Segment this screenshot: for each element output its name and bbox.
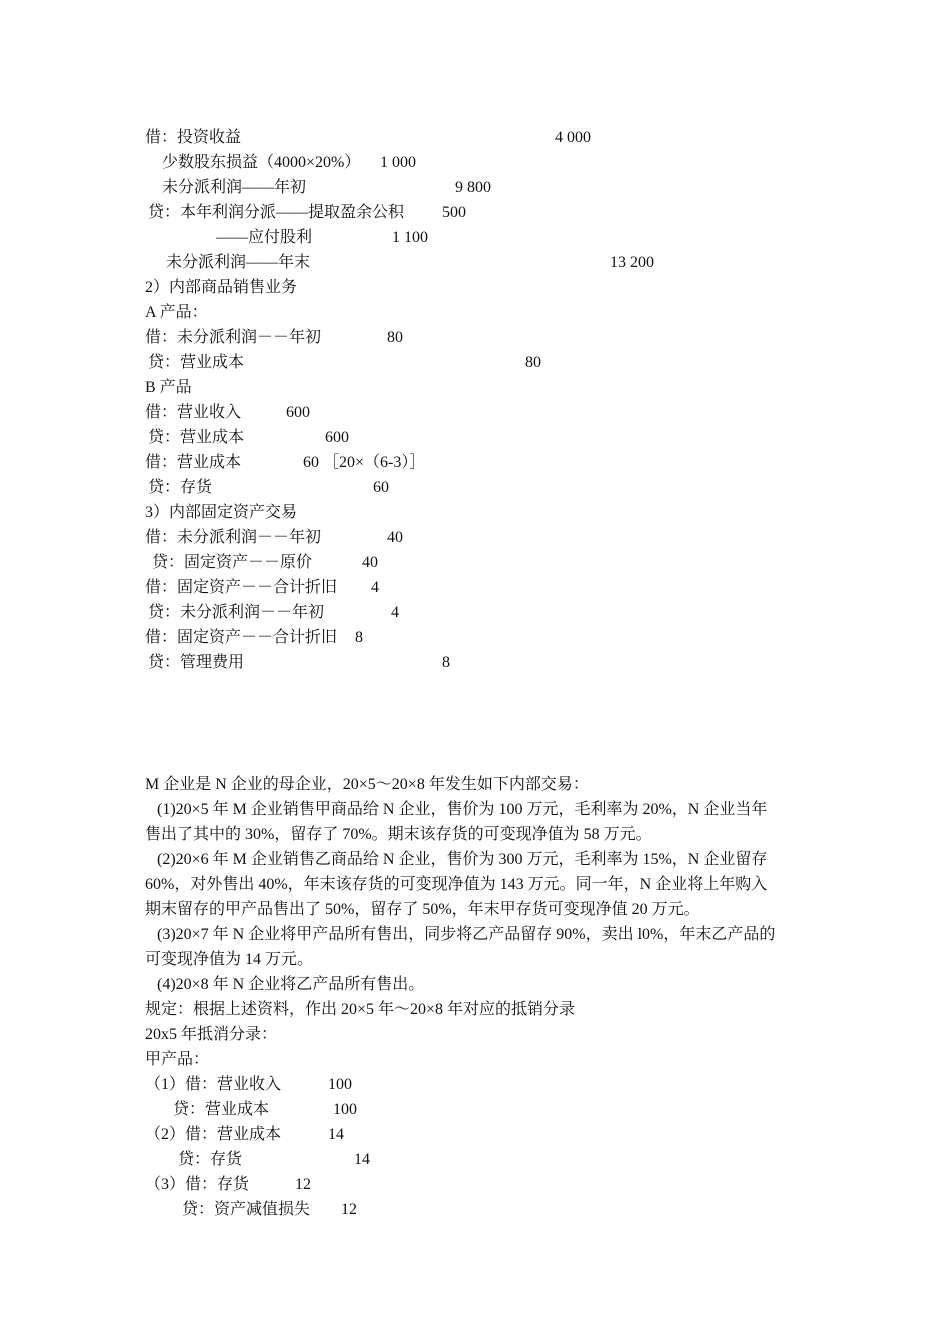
entry-amount: 12: [341, 1201, 357, 1218]
entry-amount: 1 000: [380, 154, 416, 171]
problem-paragraph: (4)20×8 年 N 企业将乙产品所有售出。: [157, 976, 425, 993]
entry-amount: 60 ［20×（6-3）］: [303, 454, 426, 471]
entry-amount: 80: [387, 329, 403, 346]
entry-line: 贷：本年利润分派——提取盈余公积: [148, 204, 405, 221]
problem-paragraph: (1)20×5 年 M 企业销售甲商品给 N 企业，售价为 100 万元，毛利率为 20%，N 企业当年: [157, 801, 768, 818]
entry-line: 借：未分派利润－－年初: [145, 529, 322, 546]
entry-line: 借：营业成本: [145, 454, 242, 471]
entry-amount: 13 200: [610, 254, 654, 271]
product-label: B 产品: [145, 379, 192, 396]
entry-amount: 9 800: [455, 179, 491, 196]
entry-amount: 8: [442, 654, 450, 671]
entry-line: 借：未分派利润－－年初: [145, 329, 322, 346]
entry-line: 贷：固定资产－－原价: [152, 554, 313, 571]
entry-amount: 14: [328, 1126, 344, 1143]
requirement: 规定：根据上述资料，作出 20×5 年～20×8 年对应的抵销分录: [145, 1001, 576, 1018]
entry-amount: 4 000: [555, 129, 591, 146]
entry-line: 贷：营业成本: [148, 354, 245, 371]
problem-intro: M 企业是 N 企业的母企业，20×5～20×8 年发生如下内部交易：: [145, 776, 589, 793]
subheading: 20x5 年抵消分录：: [145, 1026, 278, 1043]
entry-amount: 12: [295, 1176, 311, 1193]
entry-amount: 100: [328, 1076, 352, 1093]
entry-amount: 600: [325, 429, 349, 446]
entry-line: 贷：资产减值损失: [182, 1201, 311, 1218]
entry-amount: 80: [525, 354, 541, 371]
problem-paragraph: 售出了其中的 30%，留存了 70%。期末该存货的可变现净值为 58 万元。: [145, 826, 652, 843]
entry-line: 借：固定资产－－合计折旧: [145, 629, 338, 646]
problem-paragraph: 期末留存的甲产品售出了 50%，留存了 50%，年末甲存货可变现净值 20 万元。: [145, 901, 700, 918]
entry-line: 借：固定资产－－合计折旧: [145, 579, 338, 596]
product-label: 甲产品：: [145, 1051, 210, 1068]
entry-amount: 14: [354, 1151, 370, 1168]
entry-line: 贷：存货: [178, 1151, 243, 1168]
entry-line: 贷：存货: [148, 479, 213, 496]
section-heading: 3）内部固定资产交易: [145, 504, 298, 521]
entry-line: 未分派利润——年末: [166, 254, 311, 271]
problem-paragraph: 可变现净值为 14 万元。: [145, 951, 314, 968]
entry-amount: 40: [362, 554, 378, 571]
problem-paragraph: 60%，对外售出 40%，年末该存货的可变现净值为 143 万元。同一年，N 企业将上年购入: [145, 876, 768, 893]
product-label: A 产品：: [145, 304, 208, 321]
entry-amount: 40: [387, 529, 403, 546]
entry-line: （2）借：营业成本: [145, 1126, 282, 1143]
entry-line: 贷：管理费用: [148, 654, 245, 671]
entry-line: ——应付股利: [216, 229, 313, 246]
entry-amount: 8: [355, 629, 363, 646]
entry-amount: 100: [333, 1101, 357, 1118]
entry-amount: 4: [391, 604, 399, 621]
entry-line: 少数股东损益（4000×20%）: [162, 154, 361, 171]
entry-line: （3）借：存货: [145, 1176, 250, 1193]
entry-line: 未分派利润——年初: [162, 179, 307, 196]
section-heading: 2）内部商品销售业务: [145, 279, 298, 296]
entry-line: 借：投资收益: [145, 129, 242, 146]
entry-amount: 1 100: [392, 229, 428, 246]
problem-paragraph: (2)20×6 年 M 企业销售乙商品给 N 企业，售价为 300 万元，毛利率为 15%，N 企业留存: [157, 851, 768, 868]
entry-line: 贷：营业成本: [148, 429, 245, 446]
entry-amount: 60: [373, 479, 389, 496]
entry-line: 借：营业收入: [145, 404, 242, 421]
entry-line: （1）借：营业收入: [145, 1076, 282, 1093]
problem-paragraph: (3)20×7 年 N 企业将甲产品所有售出，同步将乙产品留存 90%，卖出 l0%，年末乙产品的: [157, 926, 776, 943]
entry-amount: 500: [442, 204, 466, 221]
entry-amount: 4: [371, 579, 379, 596]
entry-line: 贷：未分派利润－－年初: [148, 604, 325, 621]
entry-amount: 600: [286, 404, 310, 421]
entry-line: 贷：营业成本: [173, 1101, 270, 1118]
